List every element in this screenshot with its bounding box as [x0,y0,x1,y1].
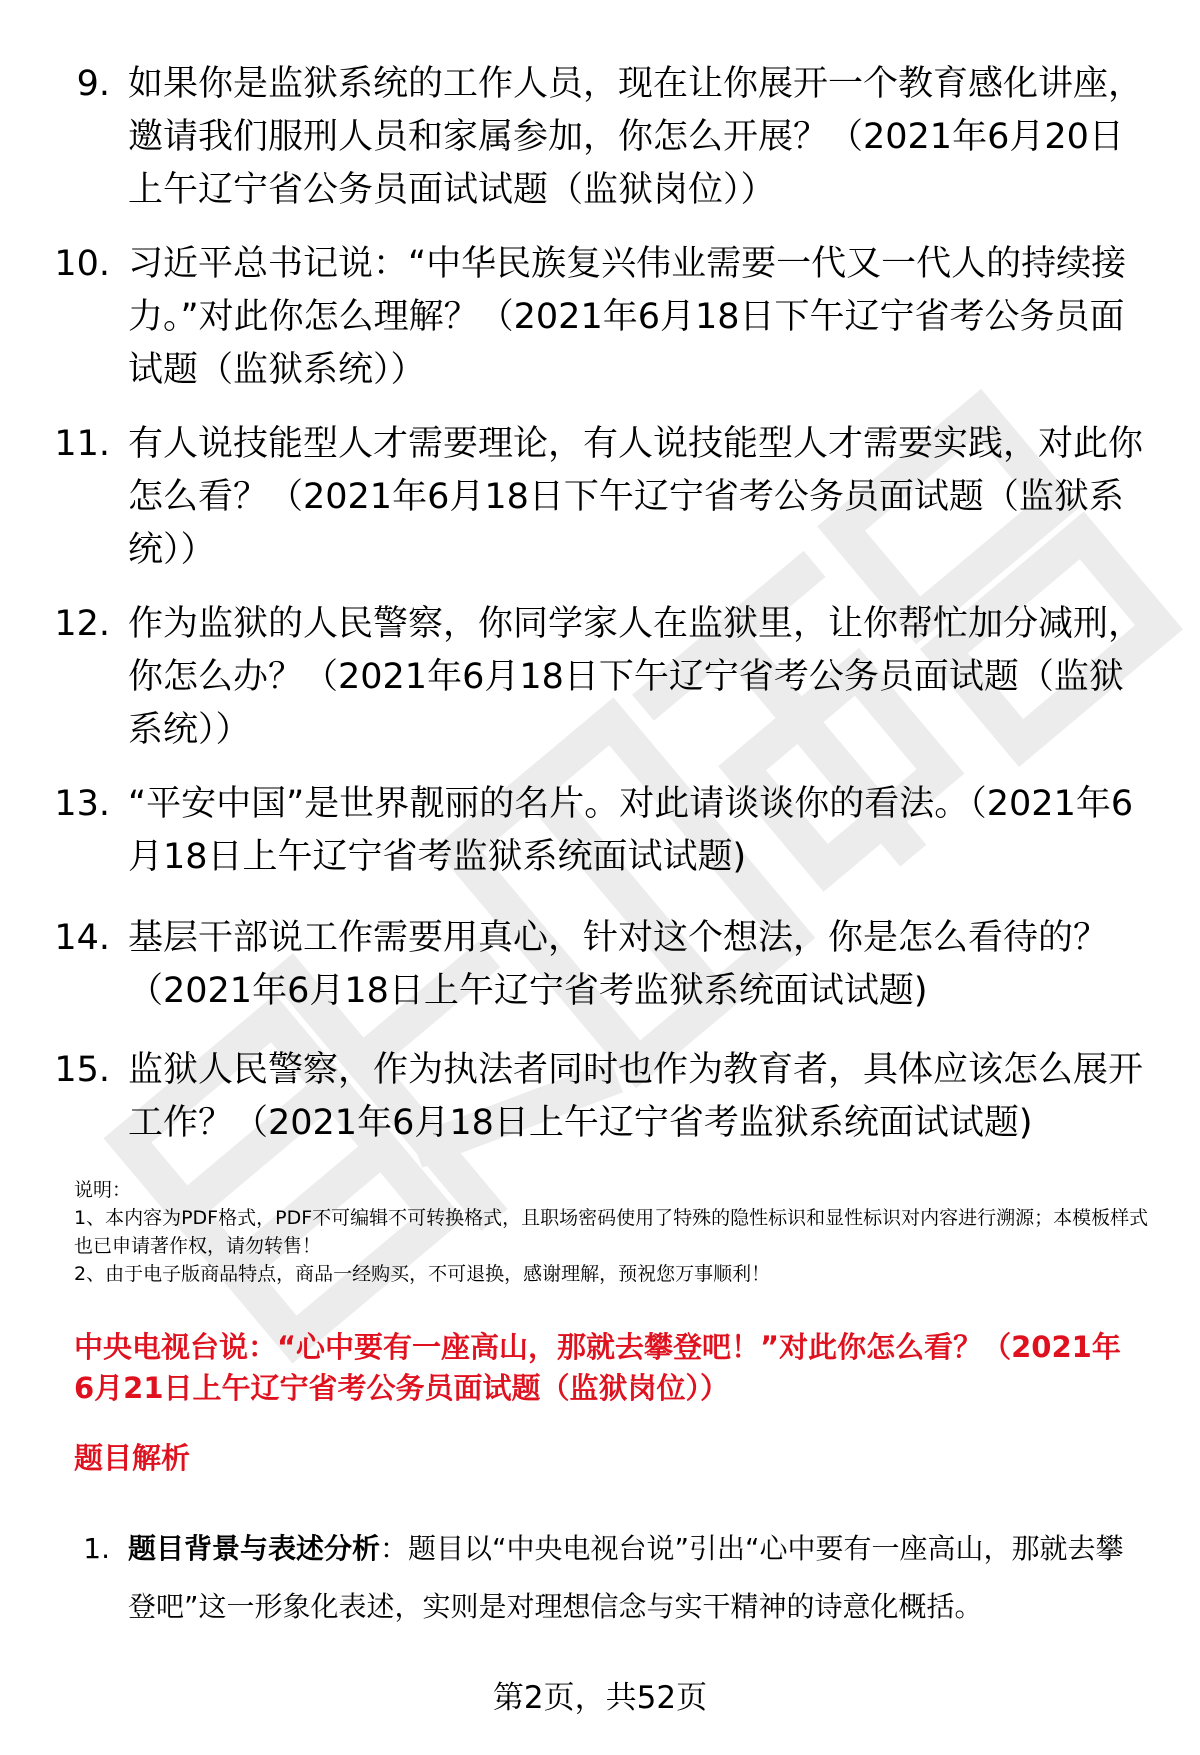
question-number: 9. [76,64,110,104]
question-number: 13. [54,784,110,824]
question-text: 监狱人民警察，作为执法者同时也作为教育者，具体应该怎么展开工作？（2021年6月18日上午辽宁省考监狱系统面试试题) [128,1050,1144,1143]
notes-line: 1、本内容为PDF格式，PDF不可编辑不可转换格式，且职场密码使用了特殊的隐性标识和显性标识对内容进行溯源；本模板样式也已申请著作权，请勿转售！ [74,1207,1149,1257]
disclaimer-notes [74,1176,1164,1288]
analysis-lead: 题目背景与表述分析 [128,1532,381,1565]
analysis-text [128,1520,1148,1636]
page-footer: 第2页，共52页 [492,1680,708,1716]
question-text: 习近平总书记说：“中华民族复兴伟业需要一代又一代人的持续接力。”对此你怎么理解？（2021年6月18日下午辽宁省考公务员面试题（监狱系统）） [128,244,1127,390]
notes-heading: 说明： [74,1179,132,1201]
analysis-body: ：题目以“中央电视台说”引出“心中要有一座高山，那就去攀登吧”这一形象化表述，实则是对理想信念与实干精神的诗意化概括。 [128,1532,1124,1623]
question-text: “平安中国”是世界靓丽的名片。对此请谈谈你的看法。（2021年6月18日上午辽宁省考监狱系统面试试题) [128,784,1134,877]
question-text: 有人说技能型人才需要理论，有人说技能型人才需要实践，对此你怎么看？（2021年6月18日下午辽宁省考公务员面试题（监狱系统）） [128,424,1144,570]
question-number: 10. [54,244,110,284]
analysis-number: 1. [83,1532,110,1565]
featured-question: 中央电视台说：“心中要有一座高山，那就去攀登吧！”对此你怎么看？（2021年6月21日上午辽宁省考公务员面试题（监狱岗位）） [74,1330,1121,1405]
question-text: 作为监狱的人民警察，你同学家人在监狱里，让你帮忙加分减刑，你怎么办？（2021年6月18日下午辽宁省考公务员面试题（监狱系统）） [128,604,1144,750]
question-text: 基层干部说工作需要用真心，针对这个想法，你是怎么看待的？（2021年6月18日上午辽宁省考监狱系统面试试题) [128,918,1109,1011]
question-number: 11. [54,424,110,464]
question-number: 12. [54,604,110,644]
section-heading: 题目解析 [74,1441,191,1475]
notes-line: 2、由于电子版商品特点，商品一经购买，不可退换，感谢理解，预祝您万事顺利！ [74,1263,771,1285]
question-text: 如果你是监狱系统的工作人员，现在让你展开一个教育感化讲座，邀请我们服刑人员和家属参加，你怎么开展？（2021年6月20日上午辽宁省公务员面试试题（监狱岗位）） [128,64,1144,210]
question-number: 14. [54,918,110,958]
question-number: 15. [54,1050,110,1090]
